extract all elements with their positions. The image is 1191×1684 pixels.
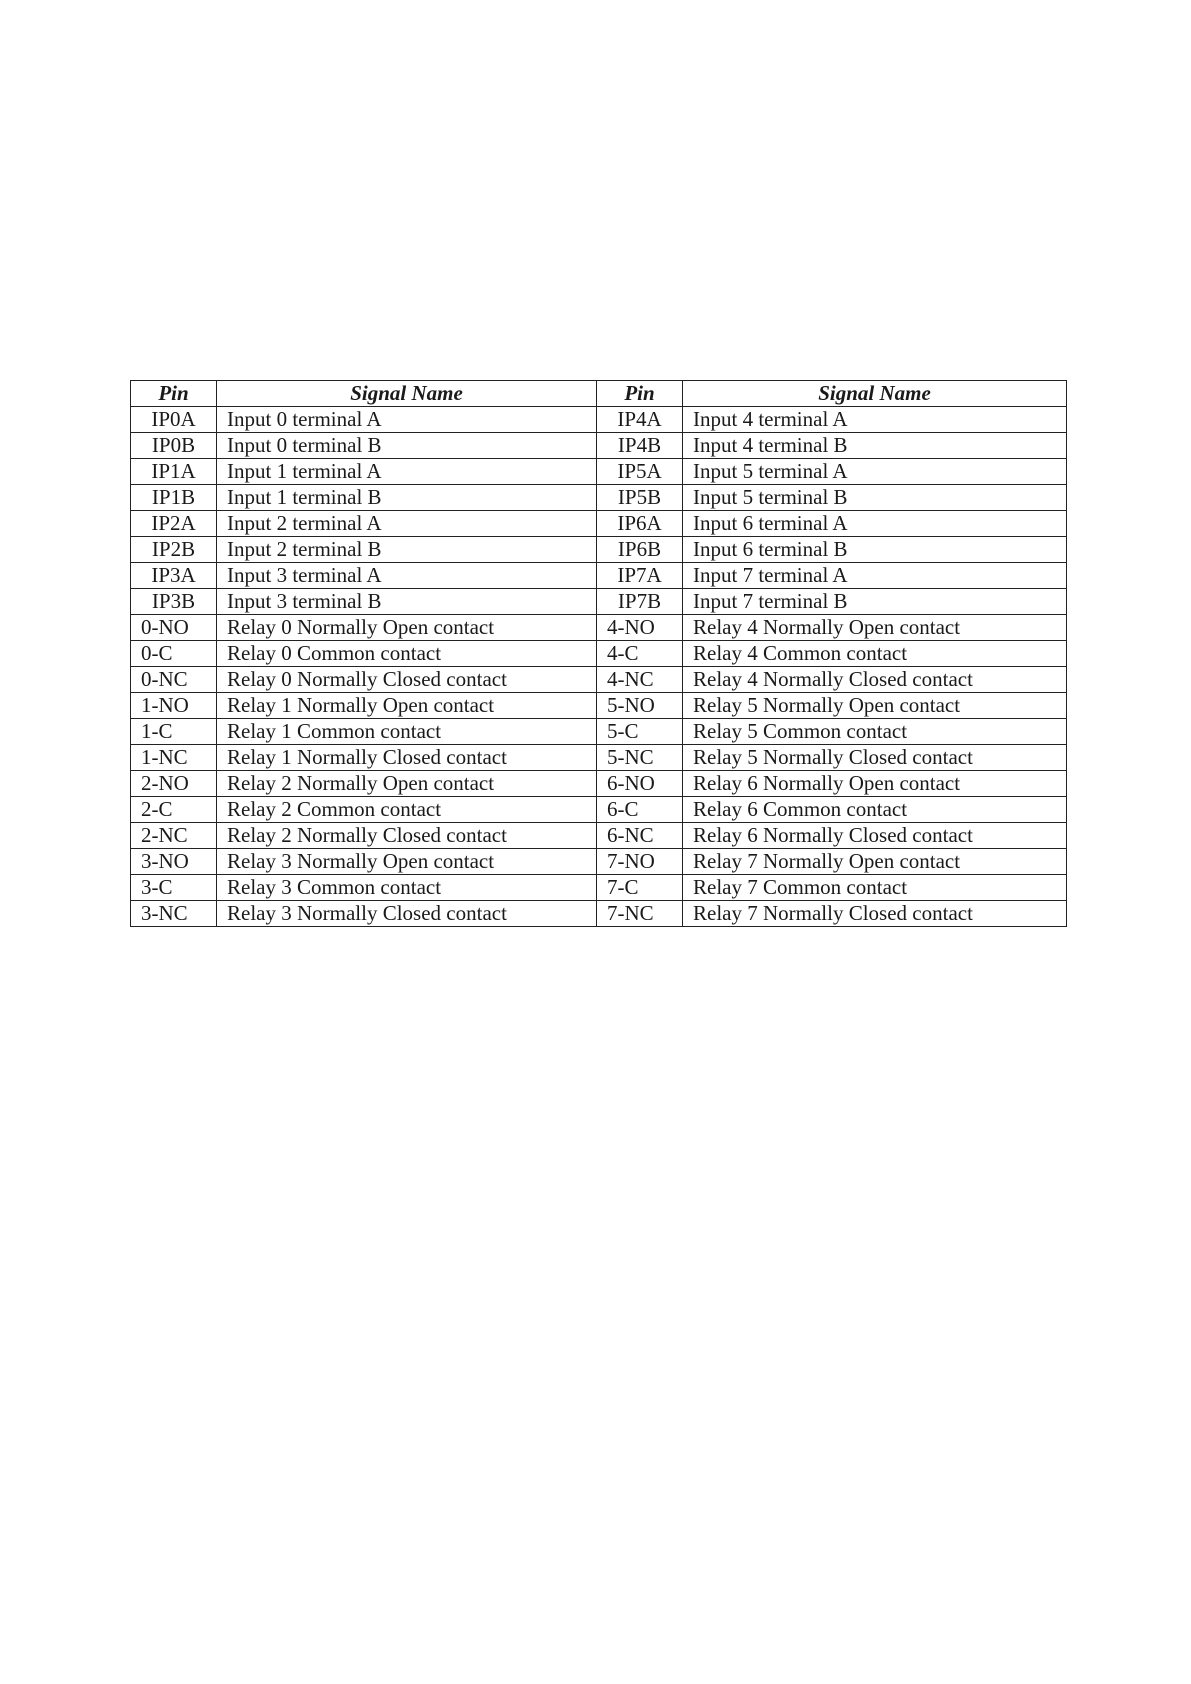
- pin-cell-left: 0-NO: [131, 615, 217, 641]
- signal-cell-right: Relay 7 Common contact: [683, 875, 1067, 901]
- pin-cell-right: 6-NC: [597, 823, 683, 849]
- signal-cell-left: Relay 0 Normally Open contact: [217, 615, 597, 641]
- signal-cell-right: Relay 5 Normally Closed contact: [683, 745, 1067, 771]
- pin-cell-left: 3-NC: [131, 901, 217, 927]
- pin-cell-right: IP5B: [597, 485, 683, 511]
- signal-cell-right: Relay 6 Common contact: [683, 797, 1067, 823]
- signal-cell-right: Input 5 terminal A: [683, 459, 1067, 485]
- signal-cell-right: Input 7 terminal B: [683, 589, 1067, 615]
- table-row: [131, 797, 1067, 823]
- pin-cell-right: IP6A: [597, 511, 683, 537]
- signal-cell-right: Input 4 terminal A: [683, 407, 1067, 433]
- signal-cell-left: Relay 2 Normally Open contact: [217, 771, 597, 797]
- signal-cell-right: Input 7 terminal A: [683, 563, 1067, 589]
- signal-cell-right: Relay 7 Normally Closed contact: [683, 901, 1067, 927]
- pin-cell-left: IP0A: [131, 407, 217, 433]
- pin-cell-left: 1-C: [131, 719, 217, 745]
- pin-cell-left: 1-NO: [131, 693, 217, 719]
- signal-cell-left: Relay 1 Normally Closed contact: [217, 745, 597, 771]
- header-signal-name-left: Signal Name: [217, 381, 597, 407]
- header-signal-name-right: Signal Name: [683, 381, 1067, 407]
- table-row: [131, 407, 1067, 433]
- table-row: [131, 849, 1067, 875]
- signal-cell-right: Input 5 terminal B: [683, 485, 1067, 511]
- table-row: [131, 459, 1067, 485]
- pin-cell-right: 4-NO: [597, 615, 683, 641]
- signal-cell-left: Relay 2 Common contact: [217, 797, 597, 823]
- pin-cell-left: 3-NO: [131, 849, 217, 875]
- pin-cell-right: IP5A: [597, 459, 683, 485]
- signal-cell-left: Input 2 terminal A: [217, 511, 597, 537]
- pin-cell-right: 7-C: [597, 875, 683, 901]
- signal-cell-left: Relay 0 Normally Closed contact: [217, 667, 597, 693]
- pin-cell-left: 0-C: [131, 641, 217, 667]
- signal-cell-right: Relay 4 Normally Closed contact: [683, 667, 1067, 693]
- pin-cell-left: IP3A: [131, 563, 217, 589]
- signal-cell-left: Relay 3 Normally Closed contact: [217, 901, 597, 927]
- table-row: [131, 615, 1067, 641]
- pin-cell-left: 3-C: [131, 875, 217, 901]
- signal-cell-left: Relay 2 Normally Closed contact: [217, 823, 597, 849]
- table-row: [131, 901, 1067, 927]
- signal-cell-right: Relay 4 Normally Open contact: [683, 615, 1067, 641]
- table-row: [131, 485, 1067, 511]
- signal-cell-left: Input 3 terminal B: [217, 589, 597, 615]
- signal-cell-right: Relay 5 Normally Open contact: [683, 693, 1067, 719]
- signal-cell-left: Input 3 terminal A: [217, 563, 597, 589]
- pin-cell-right: IP7B: [597, 589, 683, 615]
- signal-cell-left: Relay 3 Normally Open contact: [217, 849, 597, 875]
- signal-cell-left: Relay 1 Normally Open contact: [217, 693, 597, 719]
- signal-cell-left: Input 2 terminal B: [217, 537, 597, 563]
- pin-cell-left: IP0B: [131, 433, 217, 459]
- table-row: [131, 433, 1067, 459]
- pin-cell-right: 5-NO: [597, 693, 683, 719]
- signal-cell-right: Relay 7 Normally Open contact: [683, 849, 1067, 875]
- pin-cell-left: 1-NC: [131, 745, 217, 771]
- table-body: [131, 407, 1067, 927]
- pin-cell-left: IP2B: [131, 537, 217, 563]
- pin-cell-left: 2-C: [131, 797, 217, 823]
- pin-cell-right: 5-C: [597, 719, 683, 745]
- table-row: [131, 563, 1067, 589]
- table-row: [131, 719, 1067, 745]
- signal-cell-left: Relay 1 Common contact: [217, 719, 597, 745]
- table-row: [131, 771, 1067, 797]
- signal-cell-left: Relay 3 Common contact: [217, 875, 597, 901]
- signal-cell-left: Input 0 terminal B: [217, 433, 597, 459]
- signal-cell-right: Input 6 terminal A: [683, 511, 1067, 537]
- signal-cell-right: Relay 6 Normally Open contact: [683, 771, 1067, 797]
- table-row: [131, 667, 1067, 693]
- header-pin-right: Pin: [597, 381, 683, 407]
- table-header-row: [131, 381, 1067, 407]
- pin-cell-left: 2-NC: [131, 823, 217, 849]
- pin-cell-right: 6-NO: [597, 771, 683, 797]
- pin-cell-left: IP1A: [131, 459, 217, 485]
- table-row: [131, 823, 1067, 849]
- signal-cell-right: Relay 6 Normally Closed contact: [683, 823, 1067, 849]
- pin-cell-right: 7-NO: [597, 849, 683, 875]
- signal-cell-right: Relay 4 Common contact: [683, 641, 1067, 667]
- pin-cell-left: IP2A: [131, 511, 217, 537]
- table-row: [131, 537, 1067, 563]
- table-row: [131, 693, 1067, 719]
- pin-cell-right: IP4A: [597, 407, 683, 433]
- signal-cell-right: Input 6 terminal B: [683, 537, 1067, 563]
- signal-cell-left: Input 1 terminal B: [217, 485, 597, 511]
- pin-cell-left: 2-NO: [131, 771, 217, 797]
- signal-cell-left: Input 1 terminal A: [217, 459, 597, 485]
- pin-cell-right: IP6B: [597, 537, 683, 563]
- signal-cell-right: Input 4 terminal B: [683, 433, 1067, 459]
- table-row: [131, 641, 1067, 667]
- pin-signal-table: [130, 380, 1067, 927]
- pin-cell-left: 0-NC: [131, 667, 217, 693]
- pin-cell-right: 4-C: [597, 641, 683, 667]
- pin-cell-right: IP4B: [597, 433, 683, 459]
- pin-cell-right: IP7A: [597, 563, 683, 589]
- pin-cell-right: 4-NC: [597, 667, 683, 693]
- signal-cell-left: Input 0 terminal A: [217, 407, 597, 433]
- pin-cell-right: 7-NC: [597, 901, 683, 927]
- table-row: [131, 875, 1067, 901]
- signal-cell-left: Relay 0 Common contact: [217, 641, 597, 667]
- table-row: [131, 511, 1067, 537]
- signal-cell-right: Relay 5 Common contact: [683, 719, 1067, 745]
- pin-cell-left: IP1B: [131, 485, 217, 511]
- table-row: [131, 589, 1067, 615]
- table-row: [131, 745, 1067, 771]
- pin-cell-right: 5-NC: [597, 745, 683, 771]
- pin-cell-right: 6-C: [597, 797, 683, 823]
- header-pin-left: Pin: [131, 381, 217, 407]
- pin-cell-left: IP3B: [131, 589, 217, 615]
